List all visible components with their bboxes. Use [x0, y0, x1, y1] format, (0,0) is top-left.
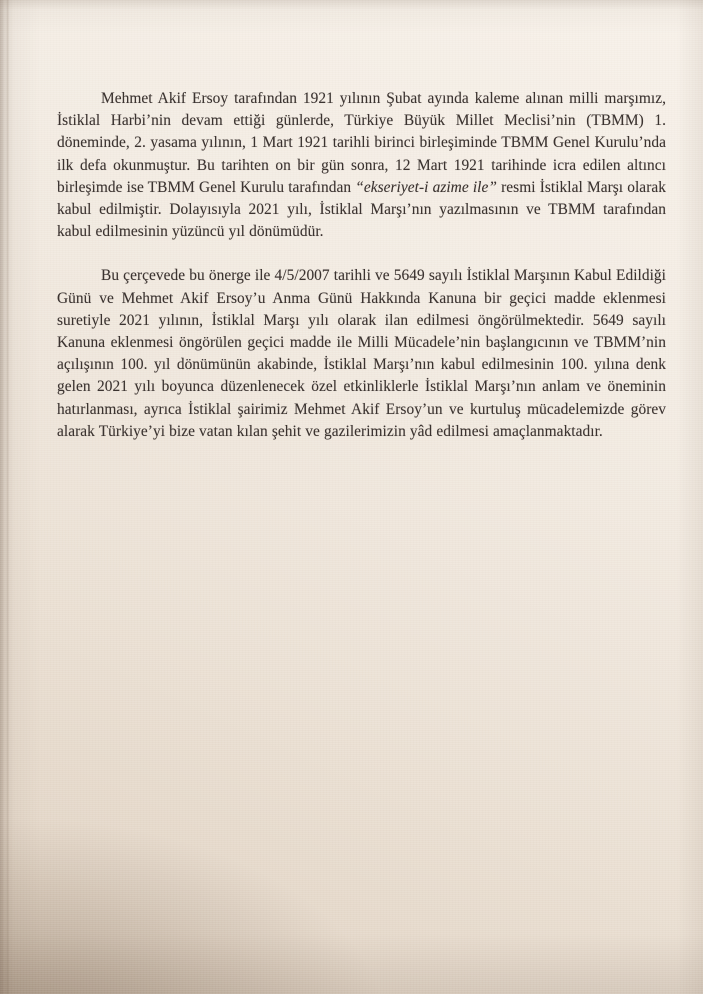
paper-crease-line: [6, 0, 9, 994]
paragraph-1-tail-text: resmi İstiklal Marşı olarak kabul edilmiştir. Dolayısıyla 2021 yılı, İstiklal Marşı’nın yazılmasının ve TBMM tarafından kabul edilmesinin yüzüncü yıl dönümüdür.: [57, 178, 666, 241]
paragraph-2: [57, 265, 666, 443]
paragraph-1: [57, 88, 666, 243]
document-text-body: [57, 88, 666, 443]
paragraph-1-lead-text: Mehmet Akif Ersoy tarafından 1921 yılının Şubat ayında kaleme alınan milli marşımız, İstiklal Harbi’nin devam ettiği günlerde, Türkiye Büyük Millet Meclisi’nin (TBMM) 1. döneminde, 2. yasama yılının, 1 Mart 1921 tarihli birinci birleşiminde TBMM Genel Kurulu’nda ilk defa okunmuştur. Bu tarihten on bir gün sonra, 12 Mart 1921 tarihinde icra edilen altıncı birleşimde ise TBMM Genel Kurulu tarafından: [57, 90, 666, 196]
paragraph-1-italic-quote: “ekseriyet-i azime ile”: [355, 178, 497, 196]
paragraph-2-lead-text: Bu çerçevede bu önerge ile 4/5/2007 tarihli ve 5649 sayılı İstiklal Marşının Kabul Edildiği Günü ve Mehmet Akif Ersoy’u Anma Günü Hakkında Kanuna bir geçici madde eklenmesi suretiyle 2021 yılının, İstiklal Marşı yılı olarak ilan edilmesi öngörülmektedir. 5649 sayılı Kanuna eklenmesi öngörülen geçici madde ile Milli Mücadele’nin başlangıcının ve TBMM’nin açılışının 100. yıl dönümünün akabinde, İstiklal Marşı’nın kabul edilmesinin 100. yılına denk gelen 2021 yılı boyunca düzenlenecek özel etkinliklerle İstiklal Marşı’nın anlam ve öneminin hatırlanması, ayrıca İstiklal şairimiz Mehmet Akif Ersoy’un ve kurtuluş mücadelemizde görev alarak Türkiye’yi bize vatan kılan şehit ve gazilerimizin yâd edilmesi amaçlanmaktadır.: [57, 267, 666, 440]
